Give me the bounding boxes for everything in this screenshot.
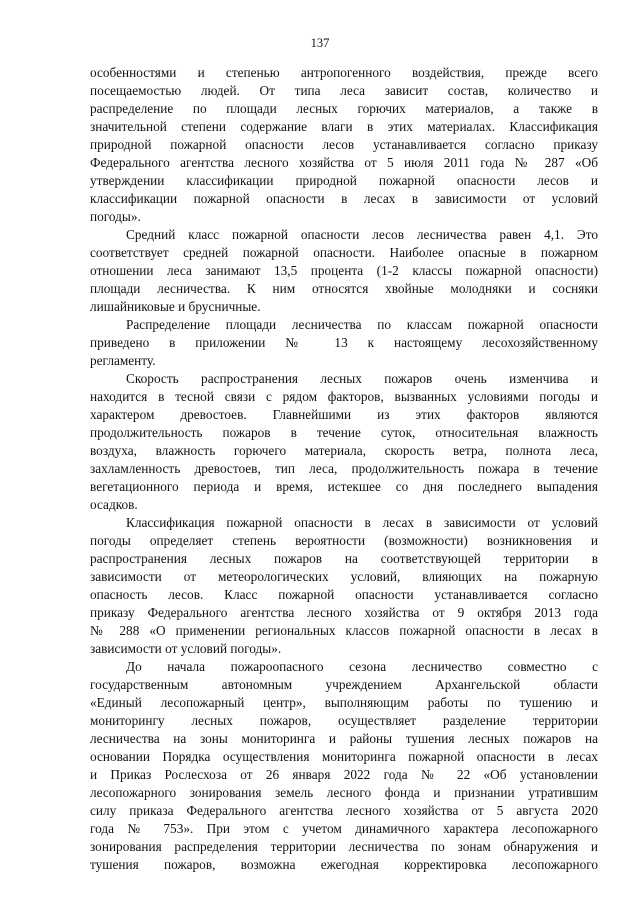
- text-line: посещаемостью людей. От типа леса зависит состав, количество и: [90, 83, 598, 98]
- text-line: опасность лесов. Класс пожарной опасности устанавливается согласно: [90, 587, 598, 602]
- text-line: площади лесничества. К ним относятся хвойные молодняки и сосняки: [90, 281, 598, 296]
- text-line: государственным автономным учреждением Архангельской области: [90, 677, 598, 692]
- text-line: основании Порядка осуществления мониторинга пожарной опасности в лесах: [90, 749, 598, 764]
- text-line: осадков.: [90, 497, 138, 512]
- text-line: соответствует средней пожарной опасности. Наиболее опасные в пожарном: [90, 245, 598, 260]
- text-line: значительной степени содержание влаги в этих материалах. Классификация: [90, 119, 598, 134]
- text-line: распространения лесных пожаров на соответствующей территории в: [90, 551, 598, 566]
- text-line: лесничества на зоны мониторинга и районы тушения лесных пожаров на: [90, 731, 598, 746]
- text-line: лесопожарного зонирования земель лесного фонда и признании утратившим: [90, 785, 598, 800]
- text-line: зонирования распределения территории лесничества по зонам обнаружения и: [90, 839, 598, 854]
- page-number: 137: [310, 36, 330, 50]
- text-line: вегетационного периода и время, истекшее со дня последнего выпадения: [90, 479, 598, 494]
- text-line: приведено в приложении № 13 к настоящему лесохозяйственному: [90, 335, 598, 350]
- text-line: природной пожарной опасности лесов устанавливается согласно приказу: [90, 137, 598, 152]
- paragraph: [90, 514, 598, 658]
- text-line: воздуха, влажность горючего материала, скорость ветра, полнота леса,: [90, 443, 598, 458]
- text-line: приказу Федерального агентства лесного хозяйства от 9 октября 2013 года: [90, 605, 598, 620]
- text-line: зависимости от метеорологических условий, влияющих на пожарную: [90, 569, 598, 584]
- text-line: До начала пожароопасного сезона лесничество совместно с: [126, 659, 598, 674]
- text-line: характером древостоев. Главнейшими из этих факторов являются: [90, 407, 598, 422]
- text-line: силу приказа Федерального агентства лесного хозяйства от 5 августа 2020: [90, 803, 598, 818]
- text-line: «Единый лесопожарный центр», выполняющим работы по тушению и: [90, 695, 598, 710]
- text-line: зависимости от условий погоды».: [90, 641, 282, 656]
- text-line: утверждении классификации природной пожарной опасности лесов и: [90, 173, 598, 188]
- text-line: Классификация пожарной опасности в лесах в зависимости от условий: [126, 515, 598, 530]
- text-line: Распределение площади лесничества по классам пожарной опасности: [126, 317, 598, 332]
- text-line: погоды определяет степень вероятности (возможности) возникновения и: [90, 533, 598, 548]
- paragraph: [90, 64, 598, 226]
- text-line: года № 753». При этом с учетом динамичного характера лесопожарного: [90, 821, 598, 836]
- paragraph: [90, 316, 598, 370]
- text-line: Федерального агентства лесного хозяйства от 5 июля 2011 года № 287 «Об: [90, 155, 598, 170]
- text-line: тушения пожаров, возможна ежегодная корректировка лесопожарного: [90, 857, 598, 872]
- text-line: отношении леса занимают 13,5 процента (1-2 классы пожарной опасности): [90, 263, 598, 278]
- paragraph: [90, 658, 598, 874]
- text-line: и Приказ Рослесхоза от 26 января 2022 года № 22 «Об установлении: [90, 767, 598, 782]
- text-line: продолжительность пожаров в течение суток, относительная влажность: [90, 425, 598, 440]
- text-line: особенностями и степенью антропогенного воздействия, прежде всего: [90, 65, 598, 80]
- paragraph: [90, 370, 598, 514]
- text-line: распределение по площади лесных горючих материалов, а также в: [90, 101, 598, 116]
- text-line: находится в тесной связи с рядом факторов, вызванных условиями погоды и: [90, 389, 598, 404]
- text-line: № 288 «О применении региональных классов пожарной опасности в лесах в: [90, 623, 598, 638]
- text-line: лишайниковые и брусничные.: [90, 299, 261, 314]
- paragraph: [90, 226, 598, 316]
- text-line: мониторингу лесных пожаров, осуществляет разделение территории: [90, 713, 598, 728]
- document-body: [90, 64, 598, 874]
- text-line: захламленность древостоев, тип леса, продолжительность пожара в течение: [90, 461, 598, 476]
- text-line: регламенту.: [90, 353, 156, 368]
- text-line: Средний класс пожарной опасности лесов лесничества равен 4,1. Это: [126, 227, 598, 242]
- text-line: классификации пожарной опасности в лесах в зависимости от условий: [90, 191, 598, 206]
- text-line: Скорость распространения лесных пожаров очень изменчива и: [126, 371, 598, 386]
- text-line: погоды».: [90, 209, 141, 224]
